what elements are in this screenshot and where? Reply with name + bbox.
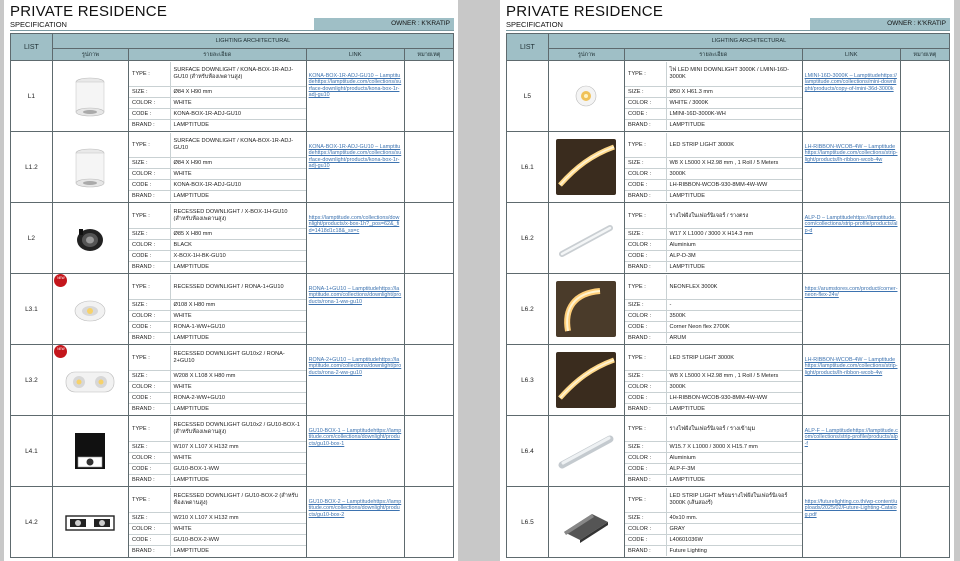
code-label: CODE : <box>625 393 666 404</box>
item-link-cell <box>306 345 404 416</box>
color-label: COLOR : <box>129 453 170 464</box>
item-code: L6.1 <box>507 132 549 203</box>
item-image-cell <box>548 132 624 203</box>
color-value: WHITE <box>170 453 306 464</box>
brand-value: LAMPTITUDE <box>173 264 209 271</box>
size-label: SIZE : <box>129 513 170 524</box>
color-label: COLOR : <box>625 311 666 322</box>
item-image-cell <box>548 487 624 558</box>
neon-flex-photo-icon <box>556 279 616 339</box>
image-header: รูปภาพ <box>52 49 128 61</box>
code-label: CODE : <box>129 464 170 475</box>
code-value: L40601036W <box>666 535 802 546</box>
item-note <box>900 61 949 132</box>
type-value: SURFACE DOWNLIGHT / KONA-BOX-1R-ADJ-GU10 (สำหรับห้องเพดานสูง) <box>170 62 306 87</box>
item-detail <box>625 132 803 203</box>
item-detail <box>129 487 307 558</box>
size-value: - <box>666 300 802 311</box>
item-note <box>404 487 453 558</box>
size-value: Ø50 X H61.3 mm <box>666 87 802 98</box>
mini-downlight-icon <box>556 66 616 126</box>
type-label: TYPE : <box>129 62 170 87</box>
surface-downlight-cylinder-icon <box>60 137 120 197</box>
item-detail <box>625 345 803 416</box>
type-label: TYPE : <box>129 133 170 158</box>
detail-header: รายละเอียด <box>129 49 307 61</box>
product-link[interactable]: RONA-1+GU10 – Lamptitudehttps://lamptitude.com/collections/downlight/products/rona-1-ww-gu10 <box>308 286 402 305</box>
owner-label: OWNER : K'KRATIP <box>810 18 950 30</box>
item-image-cell <box>548 345 624 416</box>
item-link-cell <box>306 274 404 345</box>
brand-label: BRAND : <box>625 546 666 557</box>
item-detail <box>625 416 803 487</box>
product-link[interactable]: https://futurelighting.co.th/wp-content/uploads/2025/02/Future-Lighting-Catalog.pdf <box>804 499 898 518</box>
item-note <box>900 345 949 416</box>
color-value: Aluminium <box>666 240 802 251</box>
color-value: WHITE <box>170 382 306 393</box>
product-link[interactable]: https://lamptitude.com/collections/downlight/products/x-box-1h?_pos=62&_fid=1418d1c18&_ss=c <box>308 215 400 234</box>
code-value: GU10-BOX-2-WW <box>170 535 306 546</box>
recessed-downlight-black-icon <box>60 208 120 268</box>
item-note <box>404 132 453 203</box>
type-label: TYPE : <box>625 417 666 442</box>
item-image-cell <box>548 203 624 274</box>
item-note <box>404 274 453 345</box>
item-link-cell <box>802 203 900 274</box>
color-value: 3000K <box>666 169 802 180</box>
item-link-cell <box>802 345 900 416</box>
table-row <box>507 274 950 345</box>
brand-value: LAMPTITUDE <box>669 477 705 484</box>
code-value: RONA-1-WW+GU10 <box>170 322 306 333</box>
color-label: COLOR : <box>129 98 170 109</box>
item-image-cell <box>548 274 624 345</box>
table-row <box>507 132 950 203</box>
color-value: WHITE <box>170 524 306 535</box>
code-value: LH-RIBBON-WCOB-930-8MM-4W-WW <box>666 180 802 191</box>
brand-label: BRAND : <box>129 191 170 202</box>
table-row <box>11 345 454 416</box>
item-code: L1 <box>11 61 53 132</box>
brand-value: Future Lighting <box>669 548 707 555</box>
item-image-cell <box>548 416 624 487</box>
color-label: COLOR : <box>129 382 170 393</box>
image-header: รูปภาพ <box>548 49 624 61</box>
item-detail <box>625 274 803 345</box>
brand-label: BRAND : <box>625 333 666 344</box>
brand-label: BRAND : <box>625 191 666 202</box>
item-link-cell <box>802 61 900 132</box>
aluminium-corner-profile-icon <box>556 421 616 481</box>
owner-label: OWNER : K'KRATIP <box>314 18 454 30</box>
item-code: L6.4 <box>507 416 549 487</box>
item-note <box>900 487 949 558</box>
led-strip-photo-icon <box>556 350 616 410</box>
type-value: ไฟ LED MINI DOWNLIGHT 3000K / LMINI-16D-3000K <box>666 62 802 87</box>
size-label: SIZE : <box>625 300 666 311</box>
led-strip-photo-icon <box>556 137 616 197</box>
color-value: GRAY <box>666 524 802 535</box>
item-code: L5 <box>507 61 549 132</box>
item-link-cell <box>802 416 900 487</box>
item-image-cell <box>52 416 128 487</box>
brand-value: LAMPTITUDE <box>669 193 705 200</box>
table-row <box>11 61 454 132</box>
item-link-cell <box>306 416 404 487</box>
table-row <box>11 487 454 558</box>
item-code: L2 <box>11 203 53 274</box>
brand-value: LAMPTITUDE <box>173 335 209 342</box>
product-link[interactable]: ALP-F – Lamptitudehttps://lamptitude.com/collections/strip-profile/products/alp-f <box>804 428 898 447</box>
product-link[interactable]: LMINI-16D-3000K – Lamptitudehttps://lamptitude.com/collections/mini-downlight/products/copy-of-lmini-36d-3000k <box>804 73 897 92</box>
item-link-cell <box>802 487 900 558</box>
product-link[interactable]: LH-RIBBON-WCOB-4W – Lamptitudehttps://lamptitude.com/collections/strip-light/products/lh-ribbon-wcob-4w <box>804 144 898 163</box>
brand-label: BRAND : <box>625 262 666 273</box>
item-note <box>404 61 453 132</box>
color-value: 3500K <box>666 311 802 322</box>
code-label: CODE : <box>129 393 170 404</box>
item-code: L6.3 <box>507 345 549 416</box>
item-detail <box>129 61 307 132</box>
code-label: CODE : <box>129 535 170 546</box>
spec-table <box>10 33 454 558</box>
code-value: LH-RIBBON-WCOB-930-8MM-4W-WW <box>666 393 802 404</box>
type-label: TYPE : <box>625 62 666 87</box>
item-note <box>404 416 453 487</box>
brand-label: BRAND : <box>129 546 170 557</box>
item-note <box>900 132 949 203</box>
color-label: COLOR : <box>129 311 170 322</box>
code-label: CODE : <box>129 251 170 262</box>
brand-value: LAMPTITUDE <box>173 548 209 555</box>
color-label: COLOR : <box>625 240 666 251</box>
box-downlight-double-icon <box>60 492 120 552</box>
color-value: WHITE <box>170 98 306 109</box>
brand-value: LAMPTITUDE <box>669 264 705 271</box>
spec-table <box>506 33 950 558</box>
recessed-downlight-round-icon <box>57 276 120 339</box>
code-label: CODE : <box>625 109 666 120</box>
code-value: RONA-2-WW+GU10 <box>170 393 306 404</box>
color-label: COLOR : <box>625 169 666 180</box>
type-value: LED STRIP LIGHT พร้อมรางไฟฝังในเฟอร์นิเจอร์ 3000K (เส้นสองร้) <box>666 488 802 513</box>
list-header: LIST <box>507 34 549 61</box>
item-code: L4.1 <box>11 416 53 487</box>
type-label: TYPE : <box>625 346 666 371</box>
code-label: CODE : <box>625 180 666 191</box>
type-label: TYPE : <box>129 417 170 442</box>
color-value: WHITE <box>170 311 306 322</box>
box-downlight-square-icon <box>60 421 120 481</box>
detail-header: รายละเอียด <box>625 49 803 61</box>
code-value: LMINI-16D-3000K-WH <box>666 109 802 120</box>
product-link[interactable]: GU10-BOX-1 – Lamptitudehttps://lamptitude.com/collections/downlight/products/gu10-box-1 <box>308 428 402 447</box>
size-value: W15.7 X L1000 / 3000 X H15.7 mm <box>666 442 802 453</box>
size-value: W8 X L5000 X H2.98 mm , 1 Roll / 5 Meters <box>666 158 802 169</box>
size-value: W210 X L107 X H132 mm <box>170 513 306 524</box>
type-value: SURFACE DOWNLIGHT / KONA-BOX-1R-ADJ-GU10 <box>170 133 306 158</box>
type-value: รางไฟฝังในเฟอร์นิเจอร์ / รางเข้ามุม <box>666 417 802 442</box>
new-badge: NEW <box>54 345 67 358</box>
size-label: SIZE : <box>625 87 666 98</box>
product-link[interactable]: KONA-BOX-1R-ADJ-GU10 – Lamptitudehttps://lamptitude.com/collections/surface-downlight/products/kona-box-1r-adj-gu10 <box>308 73 402 99</box>
item-link-cell <box>306 61 404 132</box>
type-value: RECESSED DOWNLIGHT GU10x2 / RONA-2+GU10 <box>170 346 306 371</box>
type-value: RECESSED DOWNLIGHT / GU10-BOX-2 (สำหรับห้องเพดานสูง) <box>170 488 306 513</box>
brand-label: BRAND : <box>129 475 170 486</box>
type-label: TYPE : <box>129 488 170 513</box>
item-link-cell <box>306 203 404 274</box>
item-code: L3.1 <box>11 274 53 345</box>
item-code: L6.5 <box>507 487 549 558</box>
color-value: Aluminium <box>666 453 802 464</box>
size-label: SIZE : <box>625 158 666 169</box>
color-label: COLOR : <box>625 98 666 109</box>
new-badge: NEW <box>54 274 67 287</box>
size-value: Ø84 X H90 mm <box>170 158 306 169</box>
code-label: CODE : <box>625 322 666 333</box>
item-detail <box>129 416 307 487</box>
type-label: TYPE : <box>625 133 666 158</box>
code-label: CODE : <box>625 464 666 475</box>
item-image-cell <box>52 345 128 416</box>
size-label: SIZE : <box>129 158 170 169</box>
link-header: LINK <box>802 49 900 61</box>
brand-value: LAMPTITUDE <box>669 122 705 129</box>
color-label: COLOR : <box>129 169 170 180</box>
type-label: TYPE : <box>129 346 170 371</box>
item-link-cell <box>306 132 404 203</box>
size-label: SIZE : <box>129 87 170 98</box>
size-label: SIZE : <box>625 513 666 524</box>
table-row <box>507 61 950 132</box>
brand-value: LAMPTITUDE <box>173 193 209 200</box>
link-header: LINK <box>306 49 404 61</box>
item-image-cell <box>52 132 128 203</box>
header-divider <box>506 30 950 31</box>
code-value: KONA-BOX-1R-ADJ-GU10 <box>170 109 306 120</box>
group-header: LIGHTING ARCHITECTURAL <box>548 34 949 49</box>
type-value: LED STRIP LIGHT 3000K <box>666 133 802 158</box>
table-row <box>507 203 950 274</box>
code-value: ALP-D-3M <box>666 251 802 262</box>
color-label: COLOR : <box>129 524 170 535</box>
page-subtitle: SPECIFICATION <box>10 20 67 29</box>
table-row <box>11 132 454 203</box>
item-link-cell <box>802 274 900 345</box>
item-note <box>900 203 949 274</box>
type-label: TYPE : <box>625 275 666 300</box>
item-detail <box>625 203 803 274</box>
brand-label: BRAND : <box>129 262 170 273</box>
item-image-cell <box>52 274 128 345</box>
brand-value: LAMPTITUDE <box>173 406 209 413</box>
table-row <box>507 416 950 487</box>
table-row <box>507 345 950 416</box>
color-label: COLOR : <box>129 240 170 251</box>
code-label: CODE : <box>129 322 170 333</box>
item-image-cell <box>548 61 624 132</box>
size-label: SIZE : <box>129 300 170 311</box>
color-value: BLACK <box>170 240 306 251</box>
item-code: L6.2 <box>507 274 549 345</box>
item-code: L3.2 <box>11 345 53 416</box>
group-header: LIGHTING ARCHITECTURAL <box>52 34 453 49</box>
item-code: L6.2 <box>507 203 549 274</box>
code-value: GU10-BOX-1-WW <box>170 464 306 475</box>
table-row <box>11 274 454 345</box>
item-image-cell <box>52 203 128 274</box>
color-value: WHITE / 3000K <box>666 98 802 109</box>
code-label: CODE : <box>625 535 666 546</box>
item-note <box>900 274 949 345</box>
type-value: RECESSED DOWNLIGHT GU10x2 / GU10-BOX-1 (สำหรับห้องเพดานสูง) <box>170 417 306 442</box>
product-link[interactable]: ALP-D – Lamptitudehttps://lamptitude.com/collections/strip-profile/products/alp-d <box>804 215 898 234</box>
type-value: LED STRIP LIGHT 3000K <box>666 346 802 371</box>
brand-value: LAMPTITUDE <box>669 406 705 413</box>
code-value: KONA-BOX-1R-ADJ-GU10 <box>170 180 306 191</box>
size-value: W107 X L107 X H132 mm <box>170 442 306 453</box>
list-header: LIST <box>11 34 53 61</box>
product-link[interactable]: RONA-2+GU10 – Lamptitudehttps://lamptitude.com/collections/downlight/products/rona-2-ww-gu10 <box>308 357 402 376</box>
color-value: 3000K <box>666 382 802 393</box>
type-value: RECESSED DOWNLIGHT / X-BOX-1H-GU10 (สำหรับห้องเพดานสูง) <box>170 204 306 229</box>
size-value: W8 X L5000 X H2.98 mm , 1 Roll / 5 Meters <box>666 371 802 382</box>
item-note <box>404 345 453 416</box>
gray-profile-channel-icon <box>556 492 616 552</box>
type-label: TYPE : <box>625 204 666 229</box>
item-detail <box>129 203 307 274</box>
type-label: TYPE : <box>625 488 666 513</box>
size-value: W208 X L108 X H80 mm <box>170 371 306 382</box>
product-link[interactable]: GU10-BOX-2 – Lamptitudehttps://lamptitude.com/collections/downlight/products/gu10-box-2 <box>308 499 402 518</box>
recessed-downlight-double-icon <box>57 347 120 410</box>
code-label: CODE : <box>129 109 170 120</box>
color-label: COLOR : <box>625 382 666 393</box>
size-label: SIZE : <box>129 371 170 382</box>
type-value: NEONFLEX 3000K <box>666 275 802 300</box>
brand-label: BRAND : <box>129 333 170 344</box>
note-header: หมายเหตุ <box>404 49 453 61</box>
type-label: TYPE : <box>129 204 170 229</box>
size-label: SIZE : <box>625 442 666 453</box>
surface-downlight-cylinder-icon <box>60 66 120 126</box>
size-value: Ø84 X H90 mm <box>170 87 306 98</box>
item-detail <box>129 132 307 203</box>
page-title: PRIVATE RESIDENCE <box>10 3 168 20</box>
item-detail <box>625 487 803 558</box>
brand-value: LAMPTITUDE <box>173 122 209 129</box>
size-label: SIZE : <box>625 371 666 382</box>
table-row <box>507 487 950 558</box>
color-label: COLOR : <box>625 453 666 464</box>
table-row <box>11 203 454 274</box>
item-note <box>404 203 453 274</box>
page-title: PRIVATE RESIDENCE <box>506 3 664 20</box>
brand-value: LAMPTITUDE <box>173 477 209 484</box>
item-detail <box>625 61 803 132</box>
note-header: หมายเหตุ <box>900 49 949 61</box>
color-label: COLOR : <box>625 524 666 535</box>
spec-page-right <box>500 0 954 561</box>
code-value: Corner Neon flex 2700K <box>666 322 802 333</box>
brand-value: ARUM <box>669 335 687 342</box>
brand-label: BRAND : <box>129 404 170 415</box>
item-detail <box>129 345 307 416</box>
product-link[interactable]: LH-RIBBON-WCOB-4W – Lamptitudehttps://lamptitude.com/collections/strip-light/products/lh-ribbon-wcob-4w <box>804 357 898 376</box>
code-value: X-BOX-1H-BK-GU10 <box>170 251 306 262</box>
type-value: รางไฟฝังในเฟอร์นิเจอร์ / รางตรง <box>666 204 802 229</box>
item-link-cell <box>802 132 900 203</box>
size-value: Ø108 X H80 mm <box>170 300 306 311</box>
size-value: 40x10 mm. <box>666 513 802 524</box>
item-code: L4.2 <box>11 487 53 558</box>
brand-label: BRAND : <box>129 120 170 131</box>
size-value: W17 X L1000 / 3000 X H14.3 mm <box>666 229 802 240</box>
code-label: CODE : <box>129 180 170 191</box>
item-code: L1.2 <box>11 132 53 203</box>
table-row <box>11 416 454 487</box>
size-value: Ø85 X H80 mm <box>170 229 306 240</box>
code-value: ALP-F-3M <box>666 464 802 475</box>
header-divider <box>10 30 454 31</box>
item-note <box>900 416 949 487</box>
product-link[interactable]: https://arumstores.com/product/corner-neon-flex-24v/ <box>804 286 898 299</box>
brand-label: BRAND : <box>625 404 666 415</box>
brand-label: BRAND : <box>625 475 666 486</box>
item-detail <box>129 274 307 345</box>
spec-page-left <box>4 0 458 561</box>
size-label: SIZE : <box>625 229 666 240</box>
product-link[interactable]: KONA-BOX-1R-ADJ-GU10 – Lamptitudehttps://lamptitude.com/collections/surface-downlight/products/kona-box-1r-adj-gu10 <box>308 144 402 170</box>
code-label: CODE : <box>625 251 666 262</box>
item-image-cell <box>52 487 128 558</box>
brand-label: BRAND : <box>625 120 666 131</box>
type-value: RECESSED DOWNLIGHT / RONA-1+GU10 <box>170 275 306 300</box>
size-label: SIZE : <box>129 229 170 240</box>
size-label: SIZE : <box>129 442 170 453</box>
type-label: TYPE : <box>129 275 170 300</box>
page-separator <box>460 0 496 561</box>
aluminium-profile-icon <box>556 208 616 268</box>
item-image-cell <box>52 61 128 132</box>
color-value: WHITE <box>170 169 306 180</box>
page-subtitle: SPECIFICATION <box>506 20 563 29</box>
item-link-cell <box>306 487 404 558</box>
